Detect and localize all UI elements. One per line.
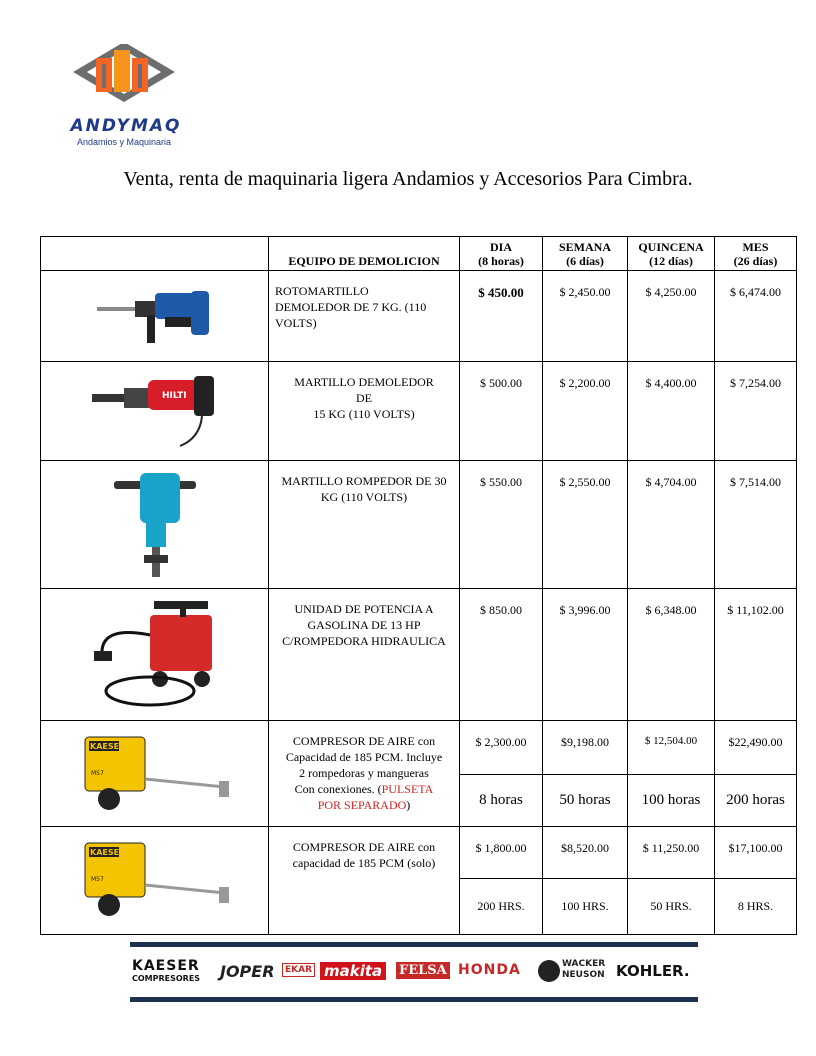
table-header-row [41, 237, 797, 271]
equipment-image-cell [41, 827, 269, 935]
price-month: $17,100.00 [715, 827, 797, 879]
price-week: $ 2,550.00 [543, 461, 628, 589]
brand-joper: JOPER [220, 962, 275, 981]
page-headline: Venta, renta de maquinaria ligera Andamios y Accesorios Para Cimbra. [123, 168, 693, 190]
equipment-image-cell [41, 589, 269, 721]
equipment-description: COMPRESOR DE AIRE con capacidad de 185 PCM (solo) [269, 827, 460, 935]
building-logo-icon [44, 44, 204, 120]
price-week: $ 3,996.00 [543, 589, 628, 721]
table-row [41, 589, 797, 721]
hours-month: 200 horas [715, 775, 797, 827]
hours-month: 8 HRS. [715, 879, 797, 935]
svg-text:HILTI: HILTI [161, 391, 187, 401]
price-month: $ 7,514.00 [715, 461, 797, 589]
header-fortnight: QUINCENA (12 días) [628, 237, 715, 271]
equipment-image-cell [41, 362, 269, 461]
brand-logos-strip [130, 942, 698, 1004]
price-week: $8,520.00 [543, 827, 628, 879]
table-row [41, 461, 797, 589]
price-fortnight: $ 4,400.00 [628, 362, 715, 461]
price-fortnight: $ 4,250.00 [628, 271, 715, 362]
brand-strip-bottom-bar [130, 997, 698, 1002]
svg-text:M57: M57 [90, 770, 104, 777]
hours-fortnight: 100 horas [628, 775, 715, 827]
table-row [41, 271, 797, 362]
brand-kaeser-sub: COMPRESORES [132, 974, 201, 983]
logo-tagline: Andamios y Maquinaria [76, 137, 172, 147]
demolition-hammer-icon [90, 368, 220, 448]
price-day: $ 2,300.00 [460, 721, 543, 775]
price-week: $ 2,200.00 [543, 362, 628, 461]
red-note: POR SEPARADO [317, 798, 407, 812]
header-month: MES (26 días) [715, 237, 797, 271]
equipment-description: COMPRESOR DE AIRE con Capacidad de 185 PCM. Incluye 2 rompedoras y mangueras Con conexiones. (PULSETA POR SEPARADO) [269, 721, 460, 827]
header-day: DIA (8 horas) [460, 237, 543, 271]
price-month: $ 6,474.00 [715, 271, 797, 362]
price-day: $ 450.00 [460, 271, 543, 362]
power-unit-icon [90, 595, 220, 711]
equipment-description: MARTILLO ROMPEDOR DE 30 KG (110 VOLTS) [269, 461, 460, 589]
table-row [41, 362, 797, 461]
air-compressor-icon [75, 727, 235, 819]
price-day: $ 500.00 [460, 362, 543, 461]
table-row [41, 721, 797, 775]
price-day: $ 850.00 [460, 589, 543, 721]
brand-kohler: KOHLER. [616, 962, 690, 980]
header-week: SEMANA (6 días) [543, 237, 628, 271]
hours-week: 100 HRS. [543, 879, 628, 935]
hours-week: 50 horas [543, 775, 628, 827]
price-month: $ 7,254.00 [715, 362, 797, 461]
brand-makita: makita [320, 962, 386, 980]
equipment-description: ROTOMARTILLO DEMOLEDOR DE 7 KG. (110 VOLTS) [269, 271, 460, 362]
logo-wordmark: ANDYMAQ [70, 116, 182, 136]
brand-wacker: WACKER [562, 959, 606, 969]
svg-text:KAESER: KAESER [89, 848, 125, 857]
table-row [41, 827, 797, 879]
price-day: $ 1,800.00 [460, 827, 543, 879]
brand-kaeser: KAESER [132, 958, 200, 974]
equipment-image-cell [41, 461, 269, 589]
header-equipment: EQUIPO DE DEMOLICION [269, 237, 460, 271]
hours-day: 8 horas [460, 775, 543, 827]
price-week: $ 2,450.00 [543, 271, 628, 362]
brand-honda: HONDA [458, 962, 521, 978]
brand-ekar: EKAR [282, 963, 315, 977]
brand-neuson: NEUSON [562, 970, 605, 980]
rotary-hammer-icon [95, 277, 215, 349]
header-image-cell [41, 237, 269, 271]
price-month: $ 11,102.00 [715, 589, 797, 721]
brand-strip-top-bar [130, 942, 698, 947]
air-compressor-icon [75, 833, 235, 925]
price-fortnight: $ 11,250.00 [628, 827, 715, 879]
rental-price-table [40, 236, 797, 935]
equipment-description: MARTILLO DEMOLEDOR DE 15 KG (110 VOLTS) [269, 362, 460, 461]
breaker-hammer-icon [110, 467, 200, 579]
red-note: PULSETA [381, 782, 434, 796]
hours-day: 200 HRS. [460, 879, 543, 935]
price-month: $22,490.00 [715, 721, 797, 775]
price-fortnight: $ 12,504.00 [628, 721, 715, 775]
price-fortnight: $ 6,348.00 [628, 589, 715, 721]
equipment-description: UNIDAD DE POTENCIA A GASOLINA DE 13 HP C/ROMPEDORA HIDRAULICA [269, 589, 460, 721]
price-fortnight: $ 4,704.00 [628, 461, 715, 589]
equipment-image-cell [41, 721, 269, 827]
andymaq-logo [44, 44, 204, 148]
hours-fortnight: 50 HRS. [628, 879, 715, 935]
price-day: $ 550.00 [460, 461, 543, 589]
equipment-image-cell [41, 271, 269, 362]
svg-text:KAESER: KAESER [89, 742, 125, 751]
price-week: $9,198.00 [543, 721, 628, 775]
wacker-neuson-icon [538, 960, 560, 982]
svg-text:M57: M57 [90, 876, 104, 883]
brand-felsa: FELSA [396, 962, 450, 979]
